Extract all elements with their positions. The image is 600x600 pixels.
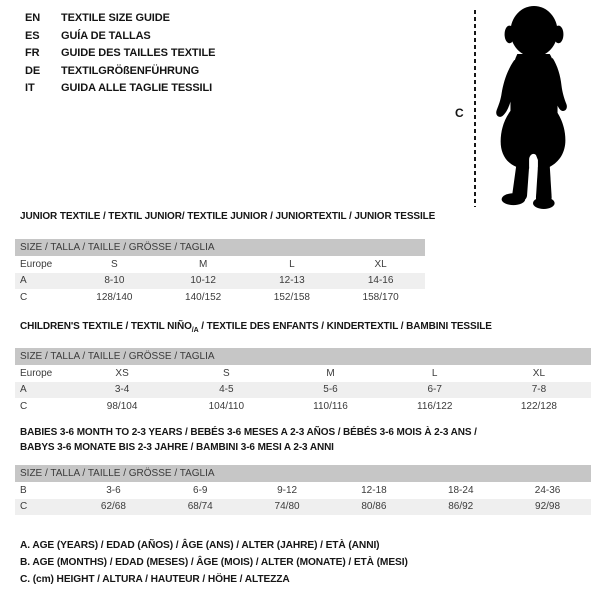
row-label: Europe	[20, 367, 53, 379]
lang-code: DE	[25, 64, 41, 77]
table-cell: 5-6	[323, 384, 338, 396]
lang-code: ES	[25, 29, 40, 42]
babies-size-header-bar: SIZE / TALLA / TAILLE / GRÖSSE / TAGLIA	[15, 465, 591, 482]
lang-code: FR	[25, 47, 40, 60]
title-line: BABIES 3-6 MONTH TO 2-3 YEARS / BEBÉS 3-6 MESES A 2-3 AÑOS / BÉBÉS 3-6 MOIS À 2-3 ANS /	[20, 427, 477, 438]
table-cell: 80/86	[361, 501, 387, 513]
row-label: B	[20, 484, 27, 496]
table-cell: L	[289, 258, 295, 270]
table-cell: 62/68	[100, 501, 126, 513]
row-label: C	[20, 501, 28, 513]
children-size-header-bar: SIZE / TALLA / TAILLE / GRÖSSE / TAGLIA	[15, 348, 591, 365]
babies-table-title	[20, 426, 595, 455]
table-cell: XS	[115, 367, 129, 379]
table-cell: 98/104	[106, 400, 138, 412]
table-cell: M	[326, 367, 335, 379]
children-table	[15, 365, 591, 415]
title-line: BABYS 3-6 MONATE BIS 2-3 JAHRE / BAMBINI 3-6 MESI A 2-3 ANNI	[20, 441, 334, 453]
baby-silhouette-icon	[487, 5, 581, 209]
table-cell: 158/170	[362, 291, 399, 303]
table-row	[15, 482, 591, 499]
footnotes	[20, 538, 408, 588]
guide-title: GUIDE DES TAILLES TEXTILE	[61, 47, 216, 60]
title-subscript: /A	[191, 327, 199, 334]
row-label: Europe	[20, 258, 53, 270]
table-row	[15, 289, 425, 306]
table-cell: 12-18	[361, 484, 387, 496]
height-measure-label: C	[455, 106, 464, 120]
babies-table	[15, 482, 591, 515]
title-segment: / TEXTILE DES ENFANTS / KINDERTEXTIL / BAMBINI TESSILE	[198, 321, 492, 332]
table-cell: L	[431, 367, 438, 379]
height-measure-dashed-line	[474, 10, 476, 207]
table-cell: XL	[374, 258, 387, 270]
table-cell: 8-10	[104, 275, 125, 287]
table-cell: 6-7	[427, 384, 442, 396]
junior-size-header-bar: SIZE / TALLA / TAILLE / GRÖSSE / TAGLIA	[15, 239, 425, 256]
table-row	[15, 382, 591, 399]
table-cell: 12-13	[279, 275, 305, 287]
table-cell: 4-5	[219, 384, 234, 396]
table-cell: 92/98	[535, 501, 561, 513]
row-label: A	[20, 275, 27, 287]
table-row	[15, 273, 425, 290]
table-cell: 3-6	[106, 484, 121, 496]
table-cell: 10-12	[190, 275, 216, 287]
lang-code: IT	[25, 82, 35, 95]
table-cell: 74/80	[274, 501, 300, 513]
size-guide-header	[25, 10, 215, 98]
table-cell: 152/158	[273, 291, 310, 303]
table-cell: 104/110	[208, 400, 244, 412]
table-cell: 116/122	[417, 400, 453, 412]
row-label: A	[20, 384, 27, 396]
table-cell: 86/92	[448, 501, 474, 513]
table-row	[15, 499, 591, 516]
footnote-b: B. AGE (MONTHS) / EDAD (MESES) / ÂGE (MOIS) / ALTER (MONATE) / ETÀ (MESI)	[20, 556, 408, 568]
footnote-c: C. (cm) HEIGHT / ALTURA / HAUTEUR / HÖHE / ALTEZZA	[20, 573, 290, 585]
children-table-title	[20, 321, 492, 334]
table-cell: S	[111, 258, 118, 270]
junior-table	[15, 256, 425, 306]
title-segment: CHILDREN'S TEXTILE / TEXTIL NIÑO	[20, 321, 192, 332]
table-row	[15, 256, 425, 273]
row-label: C	[20, 291, 28, 303]
junior-table-title: JUNIOR TEXTILE / TEXTIL JUNIOR/ TEXTILE JUNIOR / JUNIORTEXTIL / JUNIOR TESSILE	[20, 211, 436, 222]
table-cell: XL	[532, 367, 546, 379]
guide-title: TEXTILGRÖßENFÜHRUNG	[61, 64, 200, 77]
table-cell: 110/116	[313, 400, 348, 412]
table-cell: 3-4	[114, 384, 130, 396]
table-cell: 18-24	[447, 484, 474, 496]
lang-code: EN	[25, 12, 41, 24]
table-cell: 14-16	[367, 275, 394, 287]
table-cell: 7-8	[531, 384, 547, 396]
table-cell: 6-9	[193, 484, 208, 496]
table-cell: M	[198, 258, 208, 270]
row-label: C	[20, 400, 28, 412]
table-row	[15, 365, 591, 382]
table-cell: 122/128	[520, 400, 557, 412]
guide-title: GUÍA DE TALLAS	[61, 29, 151, 42]
table-cell: 24-36	[534, 484, 561, 496]
guide-title: GUIDA ALLE TAGLIE TESSILI	[61, 82, 213, 95]
guide-title: TEXTILE SIZE GUIDE	[61, 12, 170, 24]
table-cell: 128/140	[96, 291, 133, 303]
table-cell: 68/74	[187, 501, 213, 513]
table-cell: S	[222, 367, 230, 379]
table-row	[15, 398, 591, 415]
table-cell: 9-12	[277, 484, 298, 496]
footnote-a: A. AGE (YEARS) / EDAD (AÑOS) / ÂGE (ANS) / ALTER (JAHRE) / ETÀ (ANNI)	[20, 540, 380, 551]
table-cell: 140/152	[185, 291, 222, 303]
